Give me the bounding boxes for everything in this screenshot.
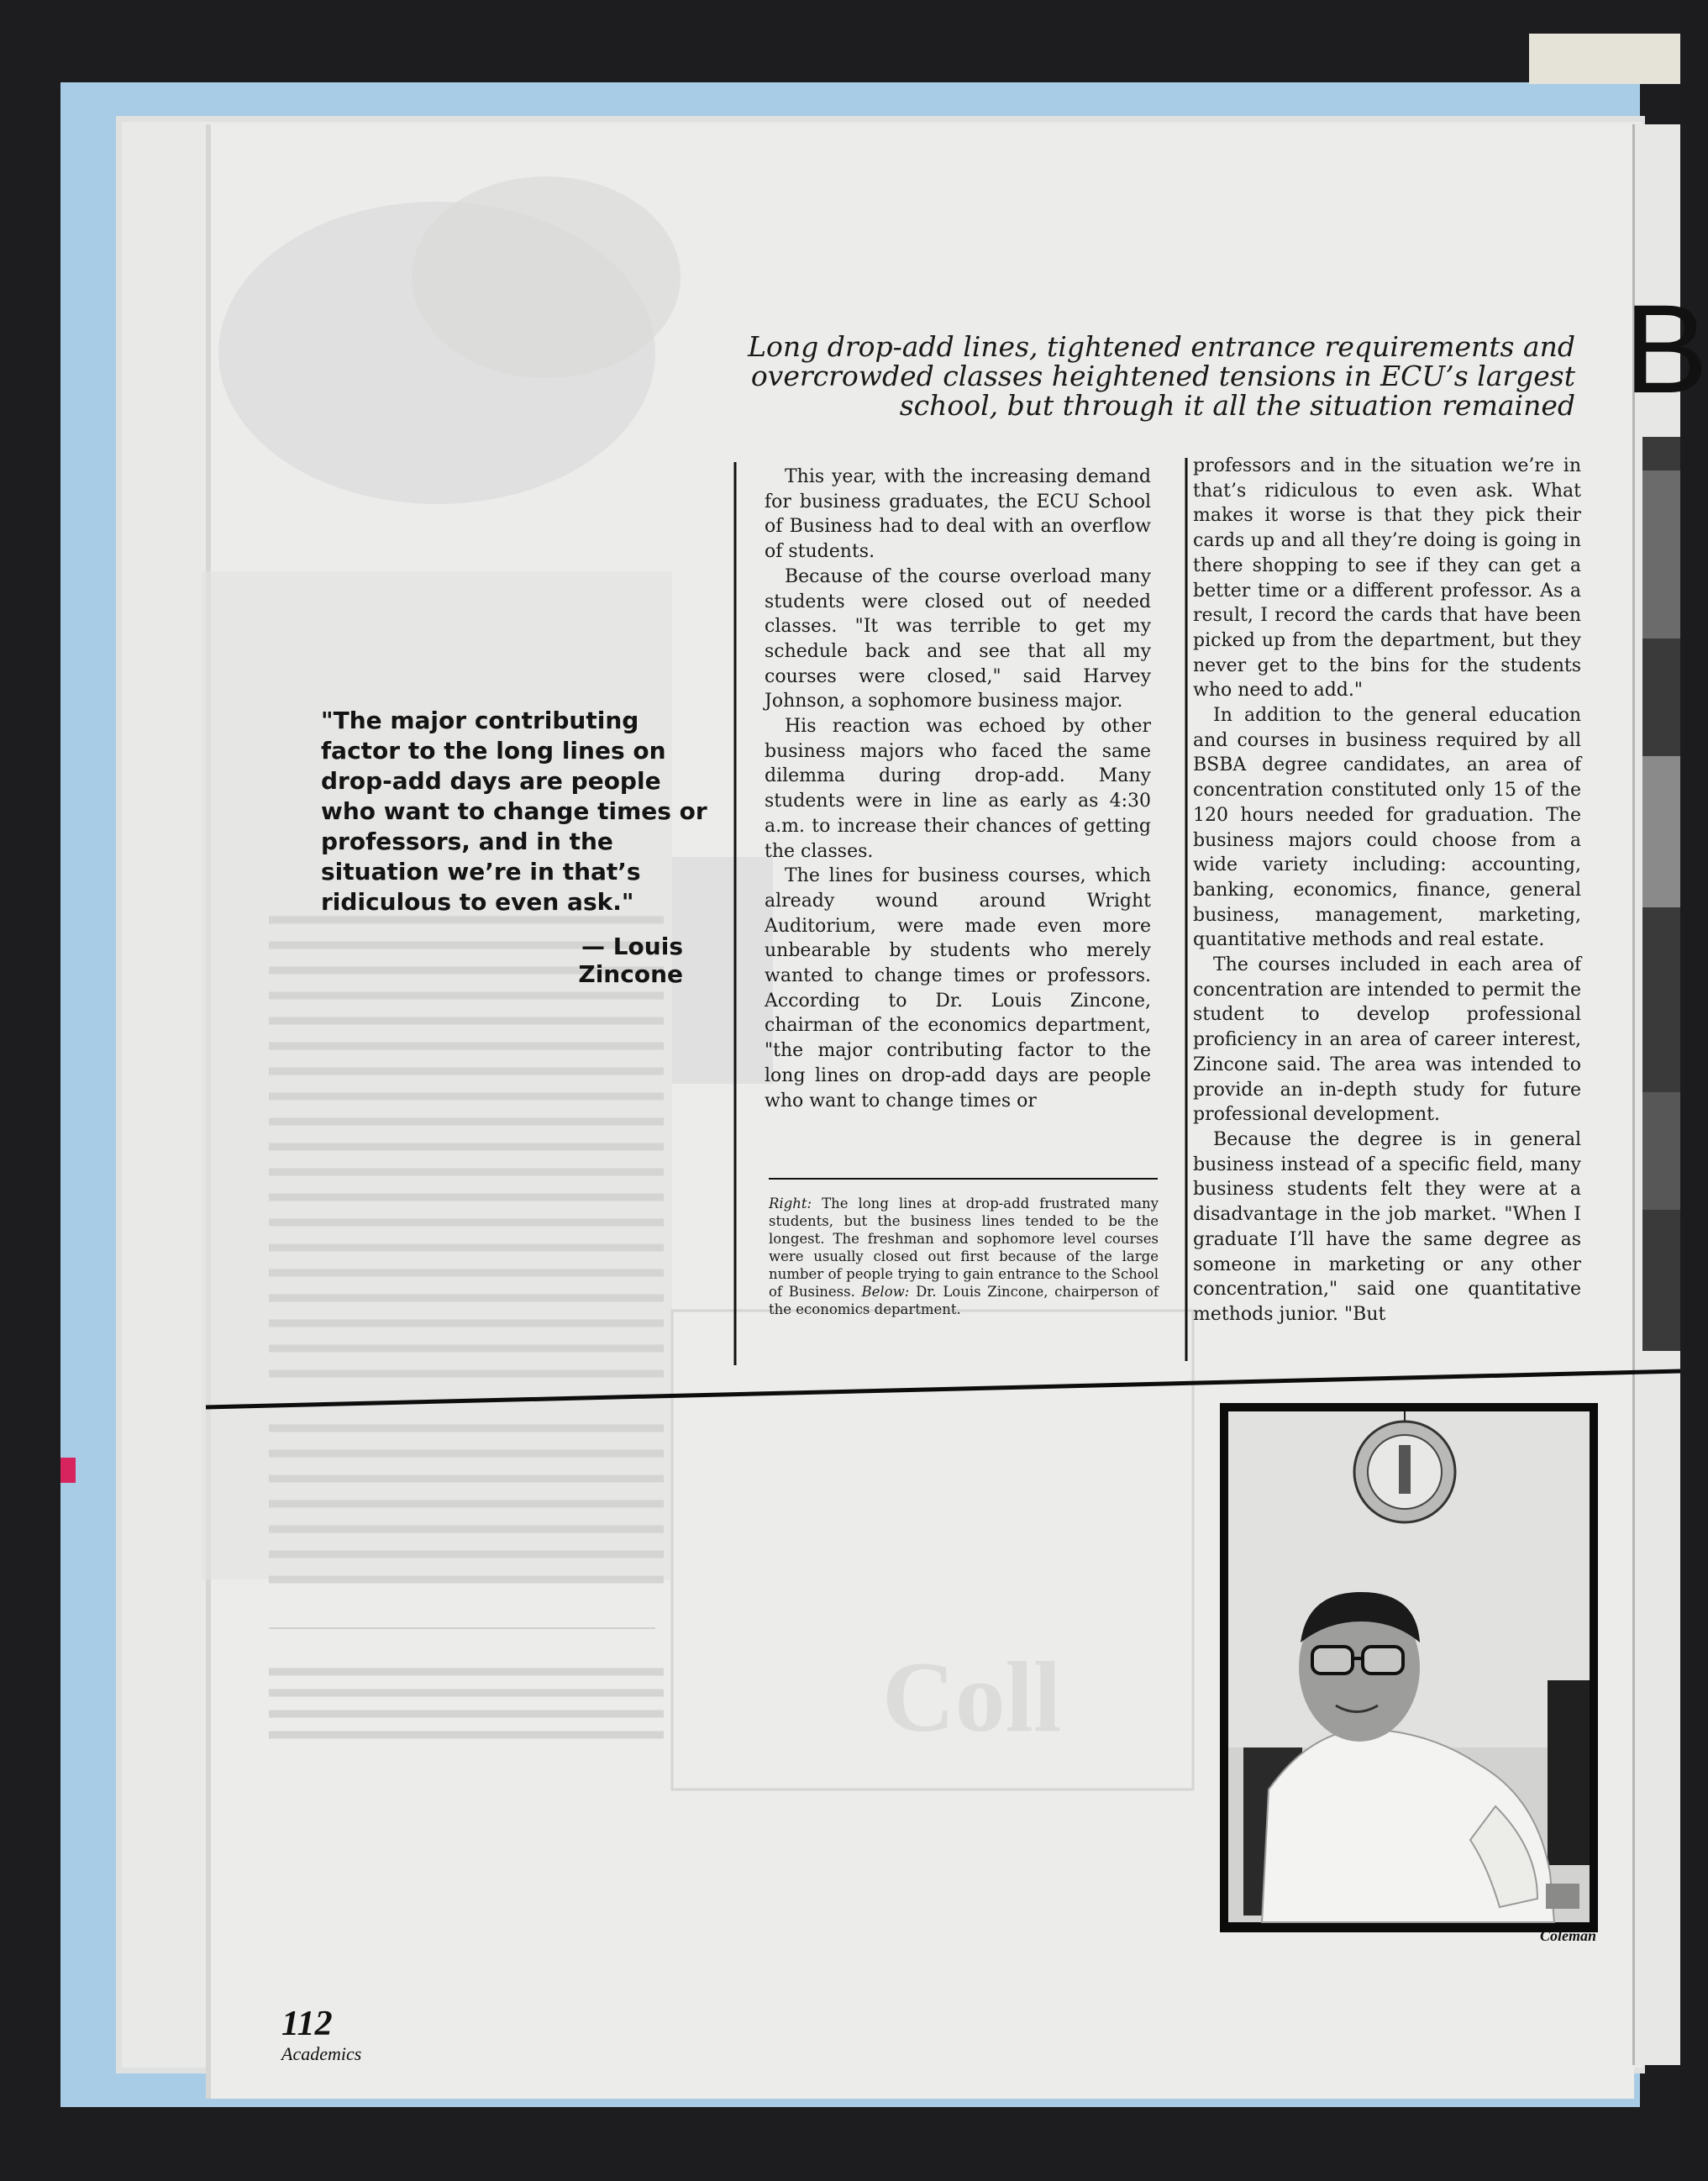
caption-right-label: Right: bbox=[769, 1196, 812, 1211]
page-number: 112 bbox=[281, 2005, 333, 2043]
article-paragraph: In addition to the general education and courses in business required by all BSBA degree candidates, an area of concentration constituted only 15 of the 120 hours needed for graduation. The business majors could choose from a wide variety including: accounting, banking, economics, finance, general business, management, marketing, quantitative methods and real estate. bbox=[1193, 705, 1581, 951]
zincone-photo bbox=[1220, 1403, 1598, 1932]
article-paragraph: The courses included in each area of concentration are intended to permit the student to develop professional proficiency in an area of career interest, Zincone said. The area was intended to provide an in-depth study for future professional development. bbox=[1193, 954, 1581, 1126]
article-column-2 bbox=[1193, 454, 1581, 1327]
page-section-label: Academics bbox=[281, 2043, 362, 2064]
article-paragraph: The lines for business courses, which already wound around Wright Auditorium, were made even more unbearable by students who merely wanted to change times or professors. According to Dr. Louis Zincone, chairman of the economics department, "the major contributing factor to the long lines on drop-add days are people who want to change times or bbox=[765, 865, 1151, 1112]
article-paragraph: Because the degree is in general business instead of a specific field, many business students felt they were at a disadvantage in the job market. "When I graduate I’ll have the same degree as someone in marketing or any other concentration," said one quantitative methods junior. "But bbox=[1193, 1128, 1581, 1325]
article-paragraph: professors and in the situation we’re in that’s ridiculous to even ask. What makes it worse is that they pick their cards up and all they’re doing is going in there shopping to see if they can get a better time or a different professor. As a result, I record the cards that have been picked up from the department, but they never get to the bins for the students who need to add." bbox=[1193, 455, 1581, 702]
caption-below-label: Below: bbox=[861, 1284, 910, 1300]
caption-right-text: The long lines at drop-add frustrated many students, but the business lines tended to be the longest. The freshman and sophomore level courses were usually closed out first because of the large number of people trying to gain entrance to the School of Business. bbox=[769, 1196, 1159, 1300]
article-paragraph: His reaction was echoed by other business majors who faced the same dilemma during drop-add. Many students were in line as early as 4:30 a.m. to increase their chances of getting the classes. bbox=[765, 716, 1151, 862]
facing-page-title-letter: B bbox=[1624, 278, 1708, 419]
article-paragraph: Because of the course overload many students were closed out of needed classes. "It was terrible to get my schedule back and see that all my courses were closed," said Harvey Johnson, a sophomore business major. bbox=[765, 565, 1151, 712]
headline-line-1: Long drop-add lines, tightened entrance requirements and bbox=[748, 330, 1575, 363]
article-paragraph: This year, with the increasing demand for business graduates, the ECU School of Business had to deal with an overflow of students. bbox=[765, 466, 1151, 563]
headline-line-2: overcrowded classes heightened tensions in ECU’s largest bbox=[750, 360, 1575, 392]
photo-caption bbox=[769, 1195, 1159, 1318]
svg-text:Coll: Coll bbox=[882, 1641, 1062, 1753]
caption-below-text: Dr. Louis Zincone, chairperson of the economics department. bbox=[769, 1284, 1159, 1317]
pull-quote-attribution: — Louis Zincone bbox=[578, 933, 683, 988]
article-column-1 bbox=[765, 465, 1151, 1113]
headline-line-3: school, but through it all the situation remained bbox=[899, 389, 1575, 422]
photo-credit: Coleman bbox=[1539, 1927, 1596, 1944]
pull-quote: "The major contributing factor to the long lines on drop-add days are people who want to change times or professors, and in the situation we’re in that’s ridiculous to even ask." bbox=[321, 707, 707, 916]
article-headline bbox=[723, 332, 1575, 420]
